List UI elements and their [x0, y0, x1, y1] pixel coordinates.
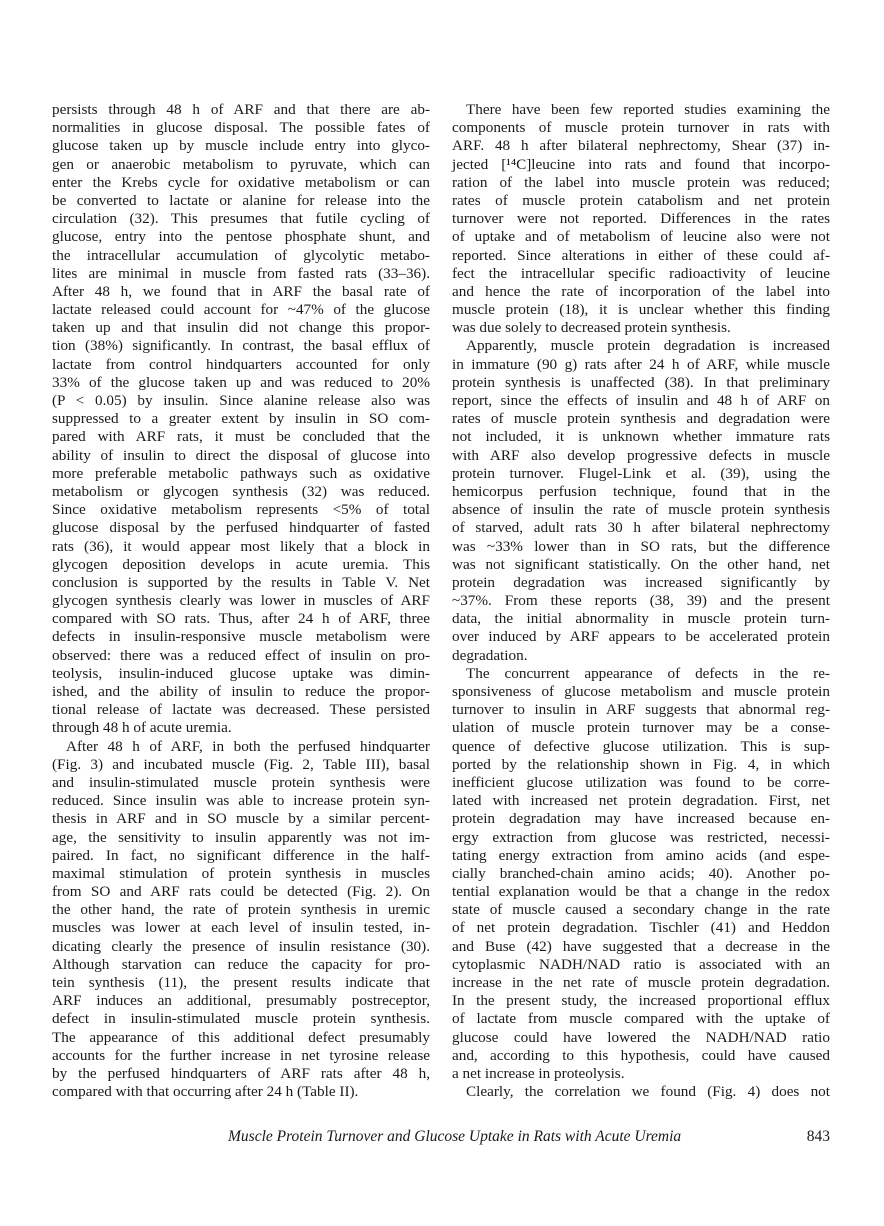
text-line: degradation. — [452, 646, 528, 664]
text-line: Since oxidative metabolism represents <5% of total — [52, 501, 430, 519]
text-line: cytoplasmic NADH/NAD ratio is associated with an — [452, 955, 830, 973]
text-line: was ~33% lower than in SO rats, but the difference — [452, 537, 830, 555]
text-line: After 48 h, we found that in ARF the basal rate of — [52, 282, 430, 300]
text-line: thesis in ARF and in SO muscle by a similar percent- — [52, 810, 430, 828]
text-line: ulation of muscle protein turnover may be a conse- — [452, 719, 830, 737]
text-line: was not significant statistically. On the other hand, net — [452, 555, 830, 573]
text-line: 33% of the glucose taken up and was reduced to 20% — [52, 373, 430, 391]
text-line: of net protein degradation. Tischler (41) and Heddon — [452, 919, 830, 937]
text-line: conclusion is supported by the results in Table V. Net — [52, 573, 430, 591]
text-line: report, since the effects of insulin and 48 h of ARF on — [452, 392, 830, 409]
text-line: ished, and the ability of insulin to reduce the propor- — [52, 683, 430, 700]
text-line: dicating clearly the presence of insulin resistance (30). — [52, 937, 430, 955]
text-line: persists through 48 h of ARF and that there are ab- — [52, 101, 430, 118]
text-line: glycogen deposition develops in acute uremia. This — [52, 555, 430, 573]
text-line: (Fig. 3) and incubated muscle (Fig. 2, Table III), basal — [52, 755, 430, 773]
text-line: metabolism or glycogen synthesis (32) was reduced. — [52, 482, 430, 500]
text-line: There have been few reported studies examining the — [466, 101, 830, 118]
paragraph — [452, 337, 830, 664]
text-line: components of muscle protein turnover in rats with — [452, 119, 830, 137]
text-line: over induced by ARF appears to be accelerated protein — [452, 628, 830, 646]
text-line: in immature (90 g) rats after 24 h of ARF, while muscle — [452, 355, 830, 373]
text-line: age, the sensitivity to insulin apparently was not im- — [52, 828, 430, 846]
text-line: protein synthesis is unaffected (38). In that preliminary — [452, 373, 830, 391]
running-title: Muscle Protein Turnover and Glucose Uptake in Rats with Acute Uremia — [228, 1128, 682, 1145]
text-column-right — [452, 101, 830, 1101]
text-line: lactate from control hindquarters accounted for only — [52, 355, 430, 373]
text-line: Although starvation can reduce the capacity for pro- — [52, 955, 430, 973]
text-line: of starved, adult rats 30 h after bilateral nephrectomy — [452, 519, 830, 537]
text-line: In the present study, the increased proportional efflux — [452, 992, 830, 1010]
text-line: hemicorpus perfusion technique, found that in the — [452, 482, 830, 500]
text-line: glucose, entry into the pentose phosphate shunt, and — [52, 228, 430, 246]
text-line: The appearance of this additional defect presumably — [52, 1028, 430, 1046]
text-line: maximal stimulation of protein synthesis in muscles — [52, 864, 430, 882]
text-line: state of muscle caused a secondary change in the rate — [452, 901, 830, 919]
text-line: be converted to lactate or alanine for release into the — [52, 191, 430, 209]
text-line: quence of defective glucose utilization. This is sup- — [452, 737, 830, 755]
text-line: turnover were not reported. Differences in the rates — [452, 210, 830, 228]
text-line: defects in insulin-responsive muscle metabolism were — [52, 628, 430, 646]
text-line: ARF induces an additional, presumably postreceptor, — [52, 992, 430, 1010]
text-line: lites are minimal in muscle from fasted rats (33–36). — [52, 264, 430, 282]
paragraph — [52, 738, 430, 1102]
text-line: After 48 h of ARF, in both the perfused hindquarter — [66, 737, 430, 755]
text-line: circulation (32). This presumes that futile cycling of — [52, 210, 430, 228]
text-line: the intracellular accumulation of glycolytic metabo- — [52, 246, 430, 264]
text-line: sponsiveness of glucose metabolism and muscle protein — [452, 683, 830, 700]
text-line: jected [¹⁴C]leucine into rats and found that incorpo- — [452, 155, 830, 173]
text-line: ability of insulin to direct the disposal of glucose into — [52, 446, 430, 464]
text-line: gen or anaerobic metabolism to pyruvate, which can — [52, 155, 430, 173]
text-line: and insulin-stimulated muscle protein synthesis were — [52, 773, 430, 791]
text-line: a net increase in proteolysis. — [452, 1064, 625, 1082]
text-line: reported. Since alterations in either of these could af- — [452, 246, 830, 264]
text-line: tional release of lactate was decreased. These persisted — [52, 701, 430, 719]
paragraph — [452, 101, 830, 337]
text-line: glucose could have lowered the NADH/NAD ratio — [452, 1028, 830, 1046]
text-line: tein synthesis (11), the present results indicate that — [52, 974, 430, 991]
text-line: and, according to this hypothesis, could have caused — [452, 1046, 830, 1064]
text-line: rates of muscle protein synthesis and degradation were — [452, 410, 830, 428]
text-line: pared with ARF rats, it must be concluded that the — [52, 428, 430, 446]
text-line: observed: there was a reduced effect of insulin on pro- — [52, 646, 430, 664]
text-line: with ARF also develop progressive defects in muscle — [452, 446, 830, 464]
text-line: taken up and that insulin did not change this propor- — [52, 319, 430, 337]
text-line: ration of the label into muscle protein was reduced; — [452, 173, 830, 191]
text-line: rats (36), it would appear most likely that a block in — [52, 537, 430, 555]
text-line: ARF. 48 h after bilateral nephrectomy, Shear (37) in- — [452, 137, 830, 155]
text-line: of lactate from muscle compared with the uptake of — [452, 1010, 830, 1028]
page-footer — [52, 1128, 830, 1148]
text-line: was due solely to decreased protein synthesis. — [452, 319, 731, 337]
text-line: normalities in glucose disposal. The possible fates of — [52, 119, 430, 137]
text-line: turnover to insulin in ARF suggests that abnormal reg- — [452, 701, 830, 719]
text-line: ergy extraction from glucose was restricted, necessi- — [452, 828, 830, 846]
text-line: by the perfused hindquarters of ARF rats after 48 h, — [52, 1064, 430, 1082]
text-line: protein degradation was increased significantly by — [452, 573, 830, 591]
text-line: defect in insulin-stimulated muscle protein synthesis. — [52, 1010, 430, 1028]
text-line: lated with increased net protein degradation. First, net — [452, 792, 830, 810]
page-number: 843 — [806, 1128, 830, 1145]
text-line: through 48 h of acute uremia. — [52, 719, 232, 737]
text-line: increase in the net rate of muscle protein degradation. — [452, 974, 830, 991]
text-line: lactate released could account for ~47% of the glucose — [52, 301, 430, 319]
text-line: absence of insulin the rate of muscle protein synthesis — [452, 501, 830, 519]
text-line: glucose disposal by the perfused hindquarter of fasted — [52, 519, 430, 537]
text-line: rates of muscle protein catabolism and net protein — [452, 191, 830, 209]
text-line: and Buse (42) have suggested that a decrease in the — [452, 937, 830, 955]
text-line: (P < 0.05) by insulin. Since alanine release also was — [52, 392, 430, 409]
text-line: suppressed to a greater extent by insulin in SO com- — [52, 410, 430, 428]
text-line: ~37%. From these reports (38, 39) and the present — [452, 592, 830, 610]
paragraph — [52, 101, 430, 738]
text-line: muscles was lower at each level of insulin tested, in- — [52, 919, 430, 937]
text-line: tion (38%) significantly. In contrast, the basal efflux of — [52, 337, 430, 355]
text-column-left — [52, 101, 430, 1101]
text-line: muscle protein (18), it is unclear whether this finding — [452, 301, 830, 319]
text-line: The concurrent appearance of defects in the re- — [466, 664, 830, 682]
text-line: glucose taken up by muscle include entry into glyco- — [52, 137, 430, 155]
text-line: ported by the relationship shown in Fig. 4, in which — [452, 755, 830, 773]
text-line: not included, it is unknown whether immature rats — [452, 428, 830, 446]
text-line: from SO and ARF rats could be detected (Fig. 2). On — [52, 883, 430, 901]
text-line: protein turnover. Flugel-Link et al. (39), using the — [452, 464, 830, 482]
text-line: inefficient glucose utilization was found to be corre- — [452, 773, 830, 791]
text-line: the other hand, the rate of protein synthesis in uremic — [52, 901, 430, 919]
text-line: tating energy extraction from amino acids (and espe- — [452, 846, 830, 864]
text-line: more preferable metabolic pathways such as oxidative — [52, 464, 430, 482]
text-line: enter the Krebs cycle for oxidative metabolism or can — [52, 173, 430, 191]
text-line: fect the intracellular specific radioactivity of leucine — [452, 264, 830, 282]
text-line: compared with SO rats. Thus, after 24 h of ARF, three — [52, 610, 430, 628]
paragraph — [452, 665, 830, 1083]
text-line: cially branched-chain amino acids; 40). Another po- — [452, 864, 830, 882]
text-line: compared with that occurring after 24 h (Table II). — [52, 1083, 359, 1101]
text-line: data, the initial abnormality in muscle protein turn- — [452, 610, 830, 628]
text-line: of uptake and of metabolism of leucine also were not — [452, 228, 830, 246]
text-line: protein degradation may have increased because en- — [452, 810, 830, 828]
text-line: Apparently, muscle protein degradation is increased — [466, 337, 830, 355]
text-line: glycogen synthesis clearly was lower in muscles of ARF — [52, 592, 430, 610]
text-line: teolysis, insulin-induced glucose uptake was dimin- — [52, 664, 430, 682]
text-line: Clearly, the correlation we found (Fig. 4) does not — [466, 1083, 830, 1101]
text-line: paired. In fact, no significant difference in the half- — [52, 846, 430, 864]
text-line: reduced. Since insulin was able to increase protein syn- — [52, 792, 430, 810]
text-line: accounts for the further increase in net tyrosine release — [52, 1046, 430, 1064]
paragraph — [452, 1083, 830, 1101]
text-line: and hence the rate of incorporation of the label into — [452, 282, 830, 300]
text-line: tential explanation would be that a change in the redox — [452, 883, 830, 901]
